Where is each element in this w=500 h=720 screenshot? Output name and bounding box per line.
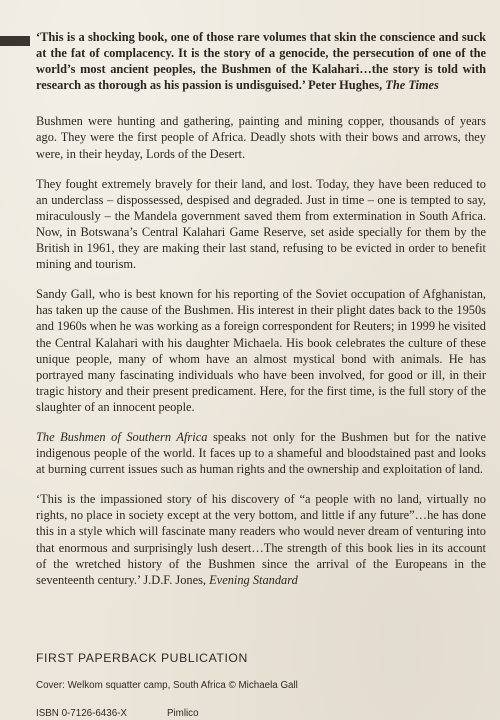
publisher: Pimlico bbox=[166, 708, 199, 719]
quote-source: The Times bbox=[385, 78, 439, 93]
paragraph-text: speaks not only for the Bushmen but for the native indigenous people of the world. It faces up to a shameful and bloodstained past and looks at burning current issues such as human rights and the ownership and exploitation of land. bbox=[36, 429, 486, 477]
cover-credit: Cover: Welkom squatter camp, South Africa © Michaela Gall bbox=[36, 680, 298, 691]
paragraph-book-speaks bbox=[36, 429, 486, 477]
back-cover-text bbox=[36, 29, 486, 588]
quote-text: ‘This is the impassioned story of his discovery of “a people with no land, virtually no rights, no place in society except at the very bottom, and little if any future”…he has done this in a style which will fascinate many readers who would never dream of venturing into that enormous and surprisingly lush desert…The strength of this book lies in its account of the wretched history of the Bushmen since the arrival of the Europeans in the seventeenth century.’ J.D.F. Jones, bbox=[36, 492, 486, 587]
isbn-row bbox=[36, 708, 199, 719]
first-paperback-label: FIRST PAPERBACK PUBLICATION bbox=[36, 651, 248, 665]
quote-text: ‘This is a shocking book, one of those rare volumes that skin the conscience and suck at the fat of complacency. It is the story of a genocide, the persecution of one of the world’s most ancient peoples, the Bushmen of the Kalahari…the story is told with research as thorough as his passion is undisguised.’ Peter Hughes, bbox=[36, 30, 486, 93]
book-title: The Bushmen of Southern Africa bbox=[36, 429, 208, 444]
isbn: ISBN 0-7126-6436-X bbox=[36, 708, 127, 719]
quote-jdf-jones bbox=[36, 491, 486, 588]
quote-peter-hughes bbox=[36, 29, 486, 93]
paragraph-fought-bravely: They fought extremely bravely for their land, and lost. Today, they have been reduced to an underclass – dispossessed, despised and degraded. Just in time – one is tempted to say, miraculously – the Mandela government saved them from extermination in South Africa. Now, in Botswana’s Central Kalahari Game Reserve, set aside specially for them by the British in 1961, they are making their last stand, refusing to be evicted in order to benefit mining and tourism. bbox=[36, 176, 486, 272]
quote-source: Evening Standard bbox=[209, 572, 298, 587]
decorative-bar bbox=[0, 36, 30, 46]
paragraph-sandy-gall: Sandy Gall, who is best known for his reporting of the Soviet occupation of Afghanistan, has taken up the cause of the Bushmen. His interest in their plight dates back to the 1950s and 1960s when he was working as a foreign correspondent for Reuters; in 1999 he visited the Central Kalahari with his daughter Michaela. His book celebrates the culture of these unique people, many of whom have an almost mystical bond with animals. He has portrayed many fascinating individuals who have been involved, for good or ill, in their tragic history and their present predicament. Here, for the first time, is the full story of the slaughter of an innocent people. bbox=[36, 287, 486, 414]
paragraph-bushmen-intro: Bushmen were hunting and gathering, painting and mining copper, thousands of years ago. They were the first people of Africa. Deadly shots with their bows and arrows, they were, in their heyday, Lords of the Desert. bbox=[36, 114, 486, 161]
